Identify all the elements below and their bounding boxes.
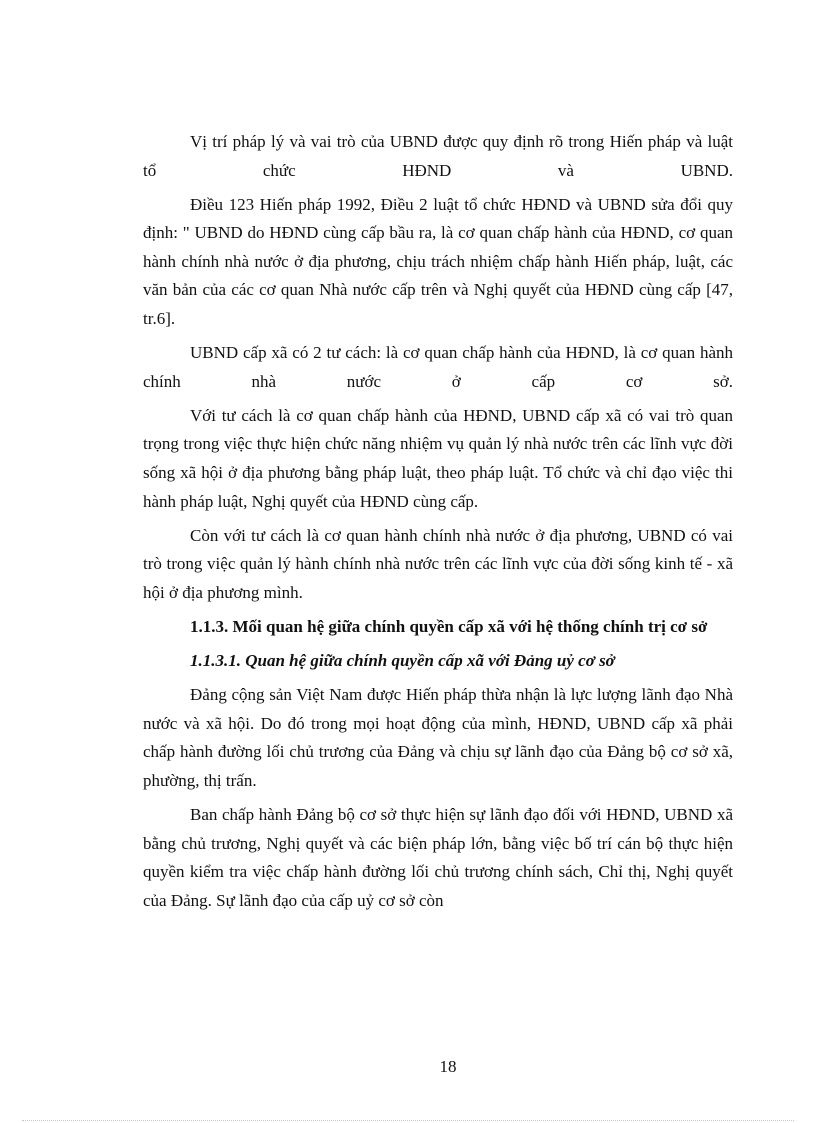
paragraph-executive-role: Với tư cách là cơ quan chấp hành của HĐND, UBND cấp xã có vai trò quan trọng trong việc thực hiện chức năng nhiệm vụ quản lý nhà nước trên các lĩnh vực đời sống xã hội ở địa phương bằng pháp luật, theo pháp luật. Tổ chức và chỉ đạo việc thi hành pháp luật, Nghị quyết của HĐND cùng cấp. — [143, 405, 733, 511]
paragraph-two-capacities: UBND cấp xã có 2 tư cách: là cơ quan chấp hành của HĐND, là cơ quan hành chính nhà nước ở cấp cơ sở. — [143, 343, 733, 391]
paragraph-executive-committee: Ban chấp hành Đảng bộ cơ sở thực hiện sự lãnh đạo đối với HĐND, UBND xã bằng chủ trương, Nghị quyết và các biện pháp lớn, bằng việc bố trí cán bộ thực hiện quyền kiểm tra việc chấp hành đường lối chủ trương chính sách, Chỉ thị, Nghị quyết của Đảng. Sự lãnh đạo của cấp uỷ cơ sở còn — [143, 805, 733, 910]
paragraph-administrative-role: Còn với tư cách là cơ quan hành chính nhà nước ở địa phương, UBND có vai trò trong việc quản lý hành chính nhà nước trên các lĩnh vực của đời sống kinh tế - xã hội ở địa phương mình. — [143, 525, 733, 602]
section-heading: 1.1.3. Mối quan hệ giữa chính quyền cấp xã với hệ thống chính trị cơ sở — [190, 617, 708, 636]
paragraph-legal-position: Vị trí pháp lý và vai trò của UBND được quy định rõ trong Hiến pháp và luật tổ chức HĐND và UBND. — [143, 132, 733, 180]
paragraph-party-leadership: Đảng cộng sản Việt Nam được Hiến pháp thừa nhận là lực lượng lãnh đạo Nhà nước và xã hội. Do đó trong mọi hoạt động của mình, HĐND, UBND cấp xã phải chấp hành đường lối chủ trương của Đảng và chịu sự lãnh đạo của Đảng bộ cơ sở xã, phường, thị trấn. — [143, 685, 733, 790]
body-text — [143, 128, 733, 921]
subsection-heading: 1.1.3.1. Quan hệ giữa chính quyền cấp xã với Đảng uỷ cơ sở — [190, 651, 615, 671]
paragraph-article-123: Điều 123 Hiến pháp 1992, Điều 2 luật tổ chức HĐND và UBND sửa đổi quy định: " UBND do HĐND cùng cấp bầu ra, là cơ quan chấp hành của HĐND, cơ quan hành chính nhà nước ở địa phương, chịu trách nhiệm chấp hành Hiến pháp, luật, các văn bản của các cơ quan Nhà nước cấp trên và Nghị quyết của HĐND cùng cấp [47, tr.6]. — [143, 194, 733, 329]
page-bottom-divider — [22, 1120, 794, 1121]
page-number: 18 — [439, 1057, 457, 1076]
